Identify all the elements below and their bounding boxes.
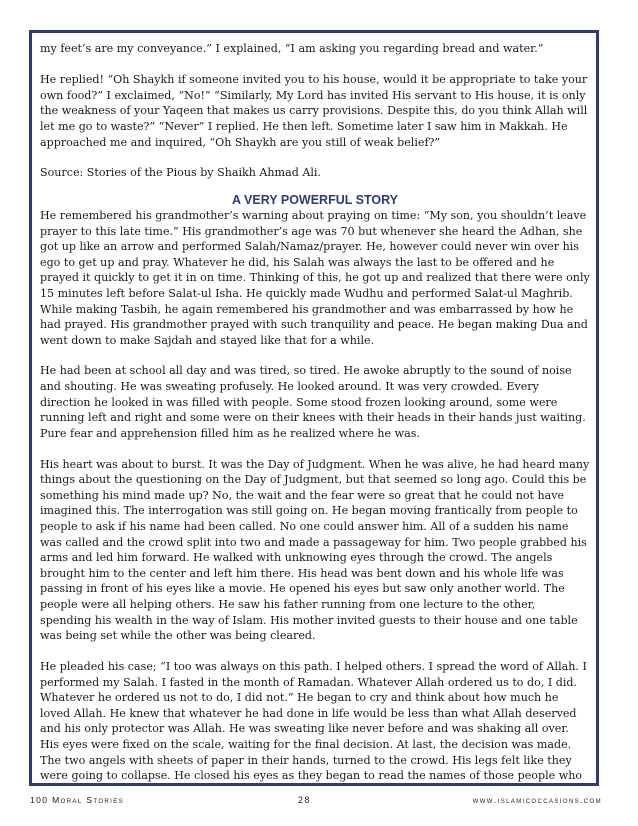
paragraph: He remembered his grandmother’s warning about praying on time: “My son, you shouldn’t leave prayer to this late time.” His grandmother’s age was 70 but whenever she heard the Adhan, she got up like an arrow and performed Salah/Namaz/prayer. He, however could never win over his ego to get up and pray. Whatever he did, his Salah was always the last to be offered and he prayed it quickly to get it in on time. Thinking of this, he got up and realized that there were only 15 minutes left before Salat-ul Isha. He quickly made Wudhu and performed Salat-ul Maghrib. While making Tasbih, he again remembered his grandmother and was embarrassed by how he had prayed. His grandmother prayed with such tranquility and peace. He began making Dua and went down to make Sajdah and stayed like that for a while. — [40, 208, 590, 347]
paragraph: He had been at school all day and was tired, so tired. He awoke abruptly to the sound of noise and shouting. He was sweating profusely. He looked around. It was very crowded. Every direction he looked in was filled with people. Some stood frozen looking around, some were running left and right and some were on their knees with their heads in their hands just waiting. Pure fear and apprehension filled him as he realized where he was. — [40, 364, 586, 440]
paragraph: His heart was about to burst. It was the Day of Judgment. When he was alive, he had heard many things about the questioning on the Day of Judgment, but that seemed so long ago. Could this be something his mind made up? No, the wait and the fear were so great that he could not have imagined this. The interrogation was still going on. He began moving frantically from people to people to ask if his name had been called. No one could answer him. All of a sudden his name was called and the crowd split into two and made a passageway for him. Two people grabbed his arms and led him forward. He walked with unknowing eyes through the crowd. The angels brought him to the center and left him there. His head was bent down and his whole life was passing in front of his eyes like a movie. He opened his eyes but saw only another world. The people were all helping others. He saw his father running from one lecture to the other, spending his wealth in the way of Islam. His mother invited guests to their house and one table was being set while the other was being cleared. — [40, 457, 590, 643]
paragraph: He pleaded his case; “I too was always on this path. I helped others. I spread the word of Allah. I performed my Salah. I fasted in the month of Ramadan. Whatever Allah ordered us to do, I did. Whatever he ordered us not to do, I did not.” He began to cry and think about how much he loved Allah. He knew that whatever he had done in life would be less than what Allah deserved and his only protector was Allah. He was sweating like never before and was shaking all over. His eyes were fixed on the scale, waiting for the final decision. At last, the decision was made. The two angels with sheets of paper in their hands, turned to the crowd. His legs felt like they were going to collapse. He closed his eyes as they began to read the names of those people who — [40, 659, 587, 783]
page-frame — [29, 30, 599, 786]
footer-book-title: 100 Moral Stories — [30, 795, 125, 805]
source-line: Source: Stories of the Pious by Shaikh Ahmad Ali. — [40, 166, 321, 180]
paragraph: He replied! “Oh Shaykh if someone invited you to his house, would it be appropriate to take your own food?” I exclaimed, “No!” “Similarly, My Lord has invited His servant to His house, it is only the weakness of your Yaqeen that makes us carry provisions. Despite this, do you think Allah will let me go to waste?” “Never” I replied. He then left. Sometime later I saw him in Makkah. He approached me and inquired, “Oh Shaykh are you still of weak belief?” — [40, 73, 588, 149]
page-footer — [30, 795, 602, 809]
paragraph: my feet’s are my conveyance.” I explained, “I am asking you regarding bread and water.” — [40, 42, 544, 55]
footer-website: www.islamicoccasions.com — [472, 795, 602, 805]
story-heading: A VERY POWERFUL STORY — [232, 192, 398, 207]
page-number: 28 — [298, 795, 311, 805]
